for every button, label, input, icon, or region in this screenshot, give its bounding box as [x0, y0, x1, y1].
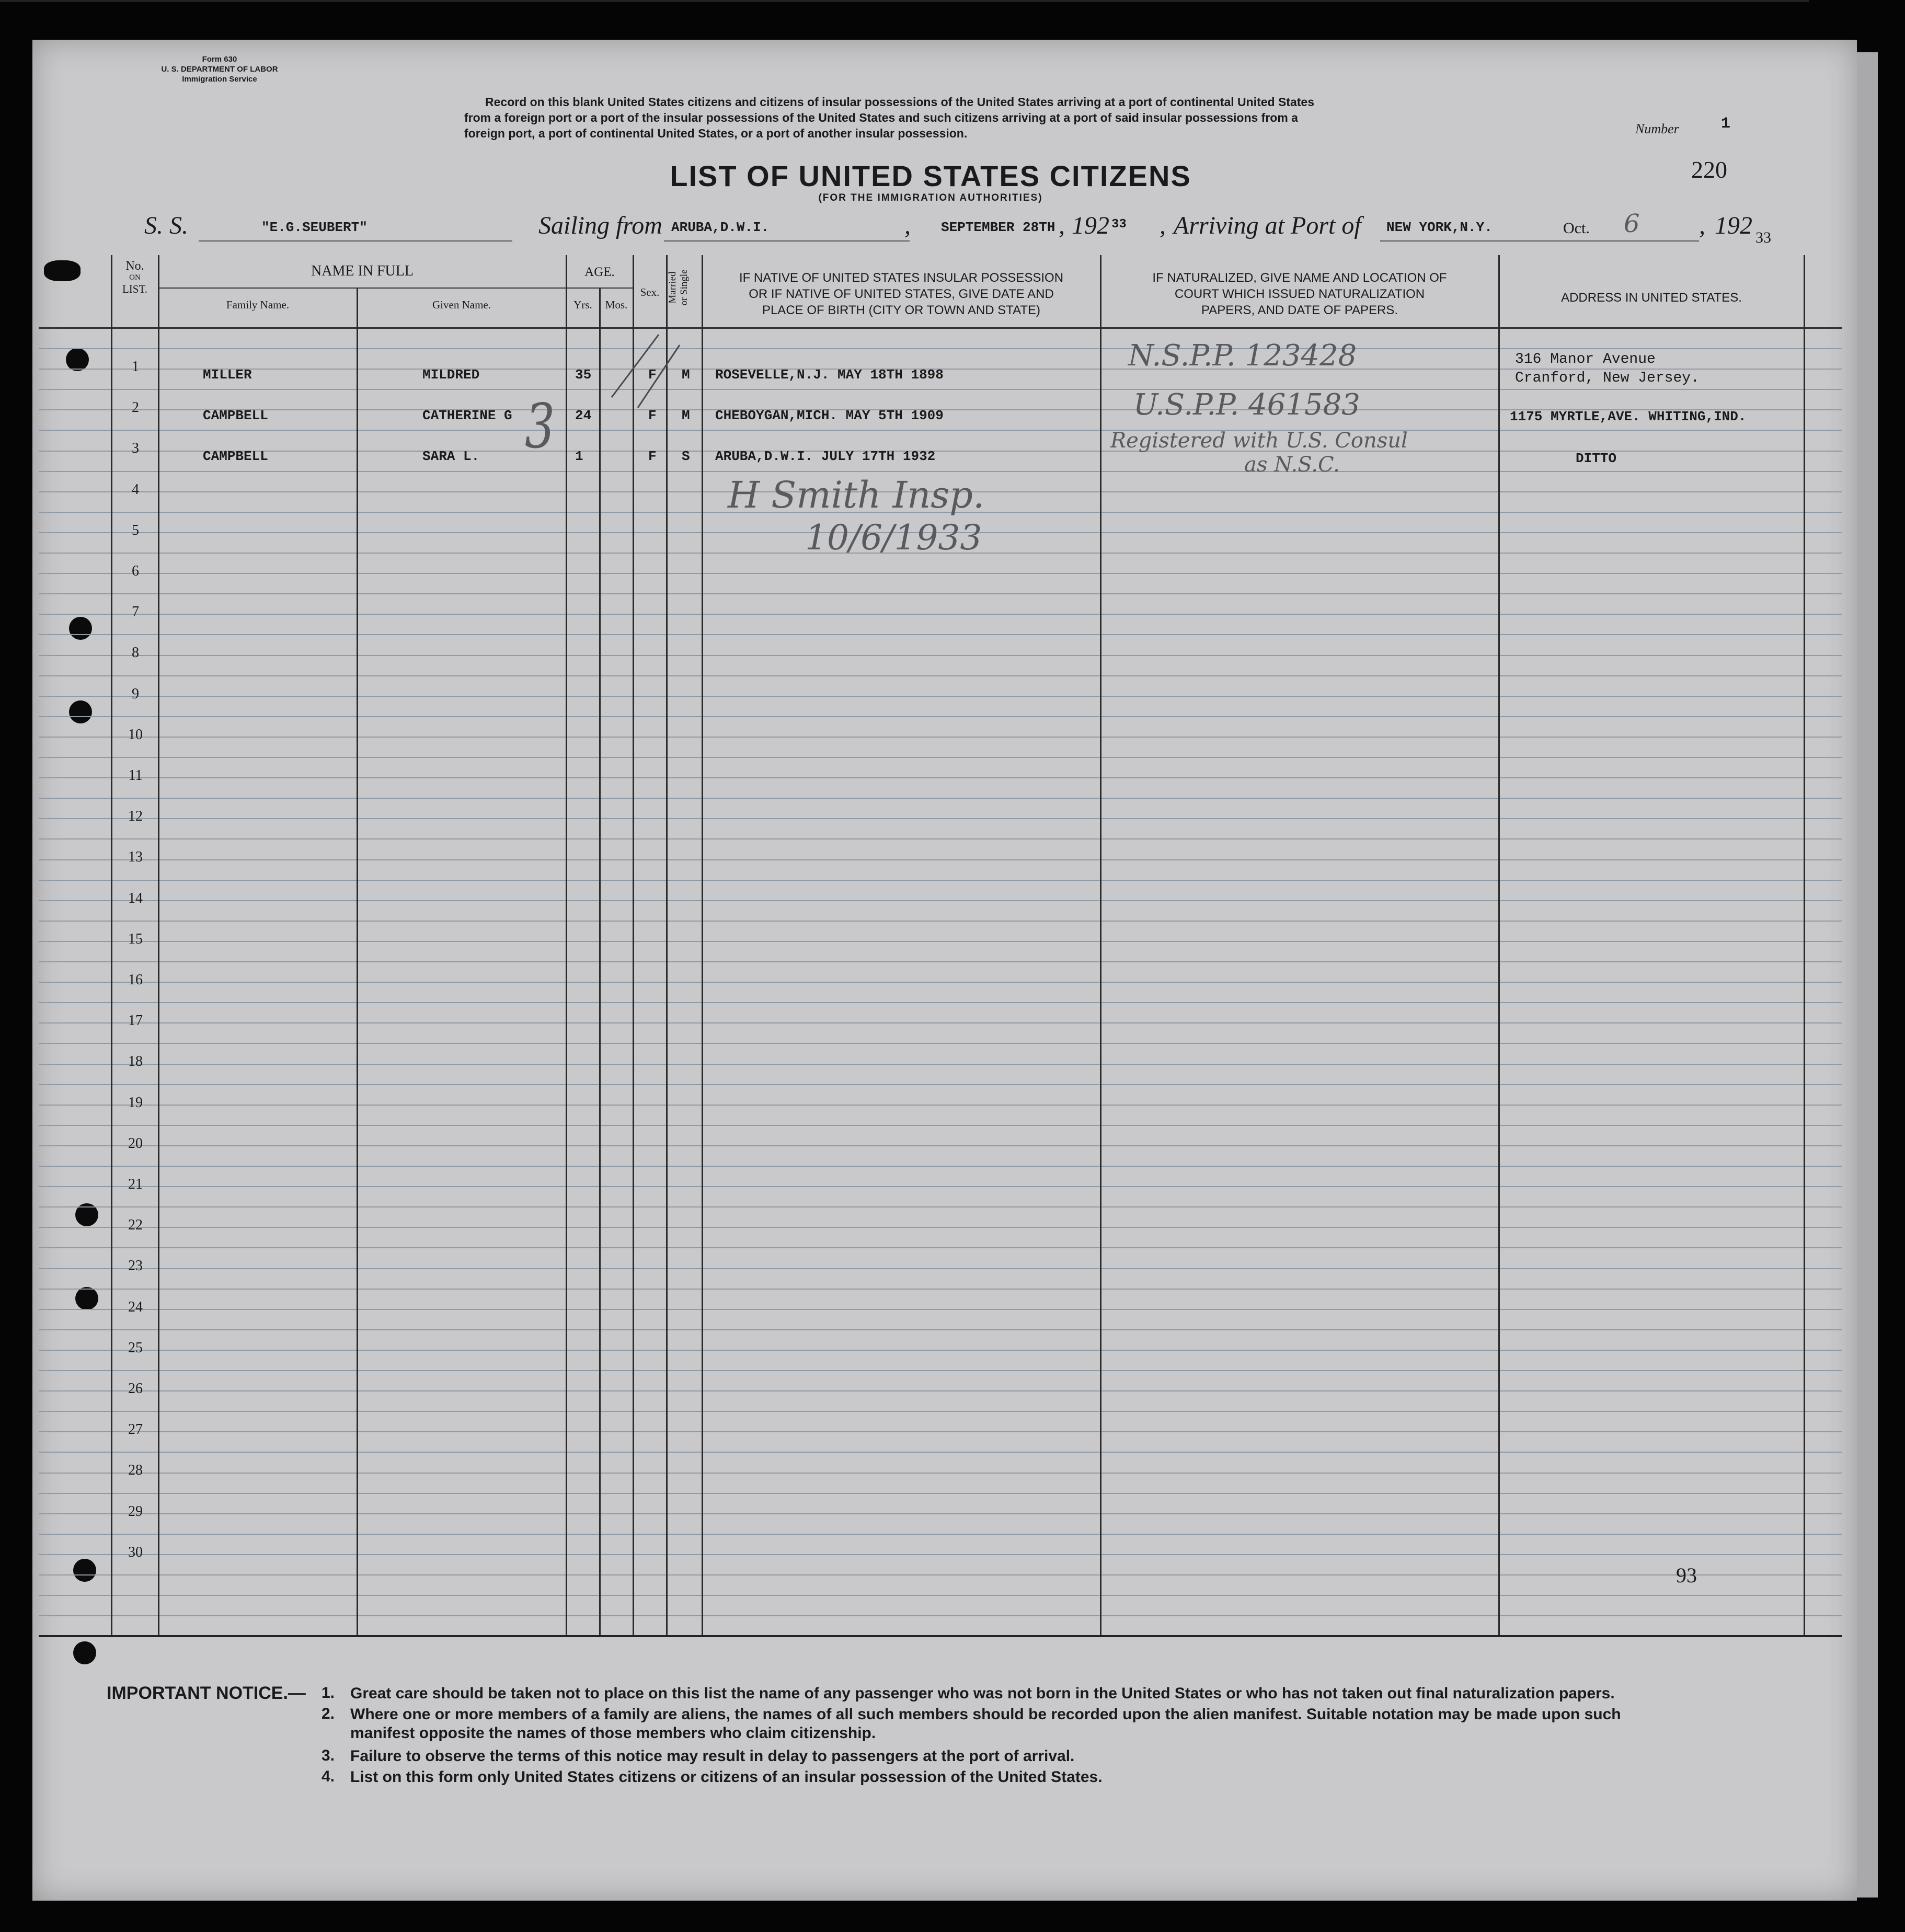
header-naturalized — [1101, 270, 1498, 318]
ruled-line — [39, 1145, 1842, 1146]
sailing-label: Sailing from — [538, 212, 662, 239]
ruled-line — [39, 634, 1842, 635]
ruled-line — [39, 1002, 1842, 1003]
ruled-line — [39, 1493, 1842, 1494]
ruled-line — [39, 1574, 1842, 1576]
family-bracket: 3 — [525, 391, 555, 463]
header-yrs: Yrs. — [573, 298, 592, 311]
given-name: MILDRED — [422, 367, 480, 383]
row-number: 19 — [128, 1094, 143, 1111]
ruled-line — [39, 1022, 1842, 1024]
page-number: 220 — [1691, 156, 1727, 183]
birth-place-date: CHEBOYGAN,MICH. MAY 5TH 1909 — [715, 408, 944, 423]
age-check-marks — [601, 314, 695, 439]
comma: , — [1160, 212, 1166, 239]
header-married: Married — [667, 271, 678, 304]
ruled-line — [39, 1329, 1842, 1330]
header-birth-line: IF NATIVE OF UNITED STATES INSULAR POSSESSION — [739, 271, 1064, 285]
ruled-line — [39, 573, 1842, 574]
page-edge — [1857, 52, 1878, 1898]
row-number: 17 — [128, 1013, 143, 1029]
row-number: 15 — [128, 930, 143, 947]
ruled-line — [39, 859, 1842, 860]
col-divider — [702, 255, 703, 1636]
ruled-line — [39, 880, 1842, 881]
number-value: 1 — [1721, 115, 1731, 133]
row-number: 26 — [128, 1381, 143, 1397]
arriving-port: NEW YORK,N.Y. — [1386, 220, 1493, 235]
instruction-line: from a foreign port or a port of the insular possessions of the United States and such citizens arriving at a port of said insular possessions from a — [464, 111, 1298, 124]
age-years: 35 — [575, 367, 592, 383]
ruled-line — [39, 777, 1842, 778]
ruled-line — [39, 1452, 1842, 1453]
age-years: 24 — [575, 408, 592, 423]
sex: F — [648, 448, 657, 464]
ruled-line — [39, 593, 1842, 594]
row-number: 13 — [128, 849, 143, 866]
comma: , — [1059, 212, 1065, 239]
header-married-single — [667, 252, 701, 323]
instruction-line: Record on this blank United States citizens and citizens of insular possessions of the United States arriving at a port of continental United States — [485, 95, 1315, 109]
sailing-underline — [664, 240, 910, 242]
ship-underline — [199, 240, 512, 242]
given-name: SARA L. — [422, 448, 480, 464]
row-number: 18 — [128, 1053, 143, 1070]
notice-text: Where one or more members of a family are aliens, the names of all such members should be recorded upon the alien manifest. Suitable notation may be made upon such — [350, 1706, 1621, 1723]
ruled-line — [39, 614, 1842, 615]
ruled-line — [39, 348, 1842, 349]
ruled-line — [39, 1615, 1842, 1616]
naturalization-papers: U.S.P.P. 461583 — [1133, 388, 1360, 422]
row-number: 9 — [132, 685, 139, 702]
row-number: 16 — [128, 972, 143, 988]
ruled-line — [39, 1370, 1842, 1371]
row-number: 23 — [128, 1258, 143, 1274]
ss-label: S. S. — [144, 212, 188, 239]
header-mos: Mos. — [605, 298, 628, 311]
naturalization-note: Registered with U.S. Consul — [1110, 429, 1408, 453]
row-number: 7 — [132, 604, 139, 620]
comma: , — [904, 212, 911, 239]
binder-hole — [73, 1641, 96, 1664]
form-number: Form 630 — [202, 55, 237, 64]
form-header — [105, 54, 335, 84]
ruled-line — [39, 430, 1842, 431]
stamp-number: 93 — [1676, 1563, 1697, 1587]
ruled-line — [39, 451, 1842, 452]
notice-number: 1. — [321, 1684, 335, 1701]
header-bottom-rule — [39, 327, 1842, 329]
ruled-line — [39, 1513, 1842, 1514]
header-birth — [703, 270, 1100, 318]
notice-label: IMPORTANT NOTICE.— — [107, 1683, 306, 1703]
address-line: DITTO — [1576, 451, 1617, 466]
header-given-name: Given Name. — [432, 298, 491, 311]
ruled-line — [39, 961, 1842, 962]
instructions — [464, 94, 1473, 141]
binder-hole — [75, 1287, 98, 1310]
year-prefix: 192 — [1715, 212, 1752, 239]
ruled-line — [39, 1043, 1842, 1044]
binder-hole — [66, 348, 89, 371]
sex: F — [648, 408, 657, 423]
naturalization-papers: N.S.P.P. 123428 — [1128, 339, 1357, 373]
ruled-line — [39, 1064, 1842, 1065]
naturalization-note: as N.S.C. — [1244, 453, 1340, 477]
row-number: 3 — [132, 440, 139, 457]
header-birth-line: OR IF NATIVE OF UNITED STATES, GIVE DATE AND — [749, 287, 1054, 301]
col-divider — [1498, 255, 1500, 1636]
notice-text: manifest opposite the names of those members who claim citizenship. — [350, 1724, 876, 1742]
instruction-line: foreign port, a port of continental United States, or a port of another insular possession. — [464, 126, 968, 140]
ruled-line — [39, 1227, 1842, 1228]
inspection-date: 10/6/1933 — [805, 518, 982, 558]
ruled-line — [39, 696, 1842, 697]
ruled-line — [39, 1411, 1842, 1412]
ruled-line — [39, 1350, 1842, 1351]
ruled-line — [39, 900, 1842, 901]
binder-hole — [44, 260, 81, 281]
ruled-line — [39, 675, 1842, 676]
ruled-line — [39, 1206, 1842, 1208]
ship-name: "E.G.SEUBERT" — [261, 220, 368, 235]
page-subtitle: (FOR THE IMMIGRATION AUTHORITIES) — [818, 192, 1043, 203]
header-naturalized-line: COURT WHICH ISSUED NATURALIZATION — [1174, 287, 1425, 301]
header-no-on-list — [112, 259, 158, 296]
header-address: ADDRESS IN UNITED STATES. — [1561, 291, 1742, 305]
row-number: 10 — [128, 726, 143, 743]
header-naturalized-line: PAPERS, AND DATE OF PAPERS. — [1201, 303, 1398, 317]
birth-place-date: ARUBA,D.W.I. JULY 17TH 1932 — [715, 448, 936, 464]
notice-text: Great care should be taken not to place on this list the name of any passenger who was not born in the United States or who has not taken out final naturalization papers. — [350, 1685, 1615, 1702]
ruled-line — [39, 1247, 1842, 1248]
ruled-line — [39, 1595, 1842, 1596]
ruled-line — [39, 798, 1842, 799]
header-no-line: ON — [129, 273, 141, 282]
service: Immigration Service — [182, 75, 257, 84]
ruled-line — [39, 1473, 1842, 1474]
marital-status: S — [682, 448, 690, 464]
row-number: 29 — [128, 1503, 143, 1520]
sailing-date: SEPTEMBER 28TH — [941, 220, 1055, 235]
table-top-rule — [0, 0, 1809, 2]
row-number: 20 — [128, 1135, 143, 1152]
number-label: Number — [1635, 121, 1679, 136]
comma: , — [1699, 212, 1705, 239]
arrival-month: Oct. — [1563, 220, 1590, 237]
ruled-line — [39, 471, 1842, 472]
header-family-name: Family Name. — [226, 298, 290, 311]
row-number: 5 — [132, 522, 139, 538]
row-number: 14 — [128, 890, 143, 906]
age-years: 1 — [575, 448, 583, 464]
row-number: 24 — [128, 1298, 143, 1315]
header-name-in-full: NAME IN FULL — [311, 263, 414, 279]
col-divider — [1804, 255, 1805, 1636]
arrival-day: 6 — [1624, 209, 1640, 238]
ruled-line — [39, 1084, 1842, 1085]
row-number: 25 — [128, 1339, 143, 1356]
department: U. S. DEPARTMENT OF LABOR — [161, 65, 278, 74]
address-line: 1175 MYRTLE,AVE. WHITING,IND. — [1510, 409, 1747, 424]
header-no-line: LIST. — [122, 283, 148, 295]
notice-text: Failure to observe the terms of this notice may result in delay to passengers at the port of arrival. — [350, 1747, 1075, 1765]
header-no-line: No. — [125, 259, 144, 273]
sailing-from: ARUBA,D.W.I. — [671, 220, 770, 235]
row-number: 21 — [128, 1176, 143, 1192]
row-number: 8 — [132, 645, 139, 661]
header-birth-line: PLACE OF BIRTH (CITY OR TOWN AND STATE) — [762, 303, 1041, 317]
ruled-line — [39, 1105, 1842, 1106]
col-divider — [633, 255, 634, 1636]
col-divider — [666, 255, 668, 1636]
address-line: Cranford, New Jersey. — [1515, 370, 1700, 386]
name-in-full-rule — [158, 288, 566, 289]
row-number: 12 — [128, 808, 143, 825]
family-name: CAMPBELL — [203, 408, 268, 423]
ruled-line — [39, 1186, 1842, 1187]
col-divider — [566, 255, 567, 1636]
binder-hole — [69, 617, 92, 640]
ruled-line — [39, 1534, 1842, 1535]
ruled-line — [39, 655, 1842, 656]
ruled-line — [39, 1431, 1842, 1432]
binder-hole — [69, 700, 92, 723]
notice-number: 2. — [321, 1705, 335, 1722]
row-number: 30 — [128, 1544, 143, 1560]
ruled-line — [39, 921, 1842, 922]
ruled-line — [39, 1289, 1842, 1290]
notice-text: List on this form only United States citizens or citizens of an insular possession of the United States. — [350, 1768, 1103, 1786]
binder-hole — [73, 1559, 96, 1582]
row-number: 4 — [132, 481, 139, 498]
ruled-line — [39, 1309, 1842, 1310]
row-number: 2 — [132, 399, 139, 416]
inspector-signature: H Smith Insp. — [728, 474, 985, 516]
ruled-line — [39, 757, 1842, 758]
day-underline — [1547, 240, 1699, 242]
notice-number: 4. — [321, 1768, 335, 1785]
arriving-label: Arriving at Port of — [1174, 212, 1361, 239]
birth-place-date: ROSEVELLE,N.J. MAY 18TH 1898 — [715, 367, 944, 383]
ruled-line — [39, 982, 1842, 983]
row-number: 6 — [132, 563, 139, 579]
ruled-line — [39, 818, 1842, 819]
row-number: 27 — [128, 1421, 143, 1438]
family-name: MILLER — [203, 367, 252, 383]
year-prefix: 192 — [1072, 212, 1109, 239]
ruled-line — [39, 716, 1842, 717]
year-suffix: 33 — [1111, 217, 1127, 232]
page-title: LIST OF UNITED STATES CITIZENS — [670, 159, 1191, 192]
marital-status: M — [682, 367, 690, 383]
row-number: 1 — [132, 359, 139, 375]
row-number: 22 — [128, 1217, 143, 1234]
notice-number: 3. — [321, 1747, 335, 1764]
header-age: AGE. — [584, 265, 615, 279]
ruled-line — [39, 1390, 1842, 1392]
marital-status: M — [682, 408, 690, 423]
col-divider — [357, 289, 358, 1636]
row-number: 28 — [128, 1462, 143, 1479]
given-name: CATHERINE G — [422, 408, 512, 423]
ruled-line — [39, 737, 1842, 738]
family-name: CAMPBELL — [203, 448, 268, 464]
col-divider — [1100, 255, 1101, 1636]
header-sex: Sex. — [640, 286, 660, 298]
year-suffix: 33 — [1755, 229, 1771, 246]
header-single: or Single — [679, 269, 690, 306]
ruled-line — [39, 1268, 1842, 1269]
row-number: 11 — [128, 767, 143, 784]
col-divider — [599, 289, 601, 1636]
footer-rule — [39, 1635, 1842, 1637]
ruled-line — [39, 389, 1842, 390]
ruled-line — [39, 838, 1842, 840]
ruled-line — [39, 1125, 1842, 1126]
header-naturalized-line: IF NATURALIZED, GIVE NAME AND LOCATION OF — [1152, 271, 1447, 285]
document-sheet — [32, 40, 1857, 1901]
address-line: 316 Manor Avenue — [1515, 351, 1656, 367]
ruled-line — [39, 1166, 1842, 1167]
ruled-line — [39, 1554, 1842, 1555]
sex: F — [648, 367, 657, 383]
ruled-line — [39, 941, 1842, 942]
